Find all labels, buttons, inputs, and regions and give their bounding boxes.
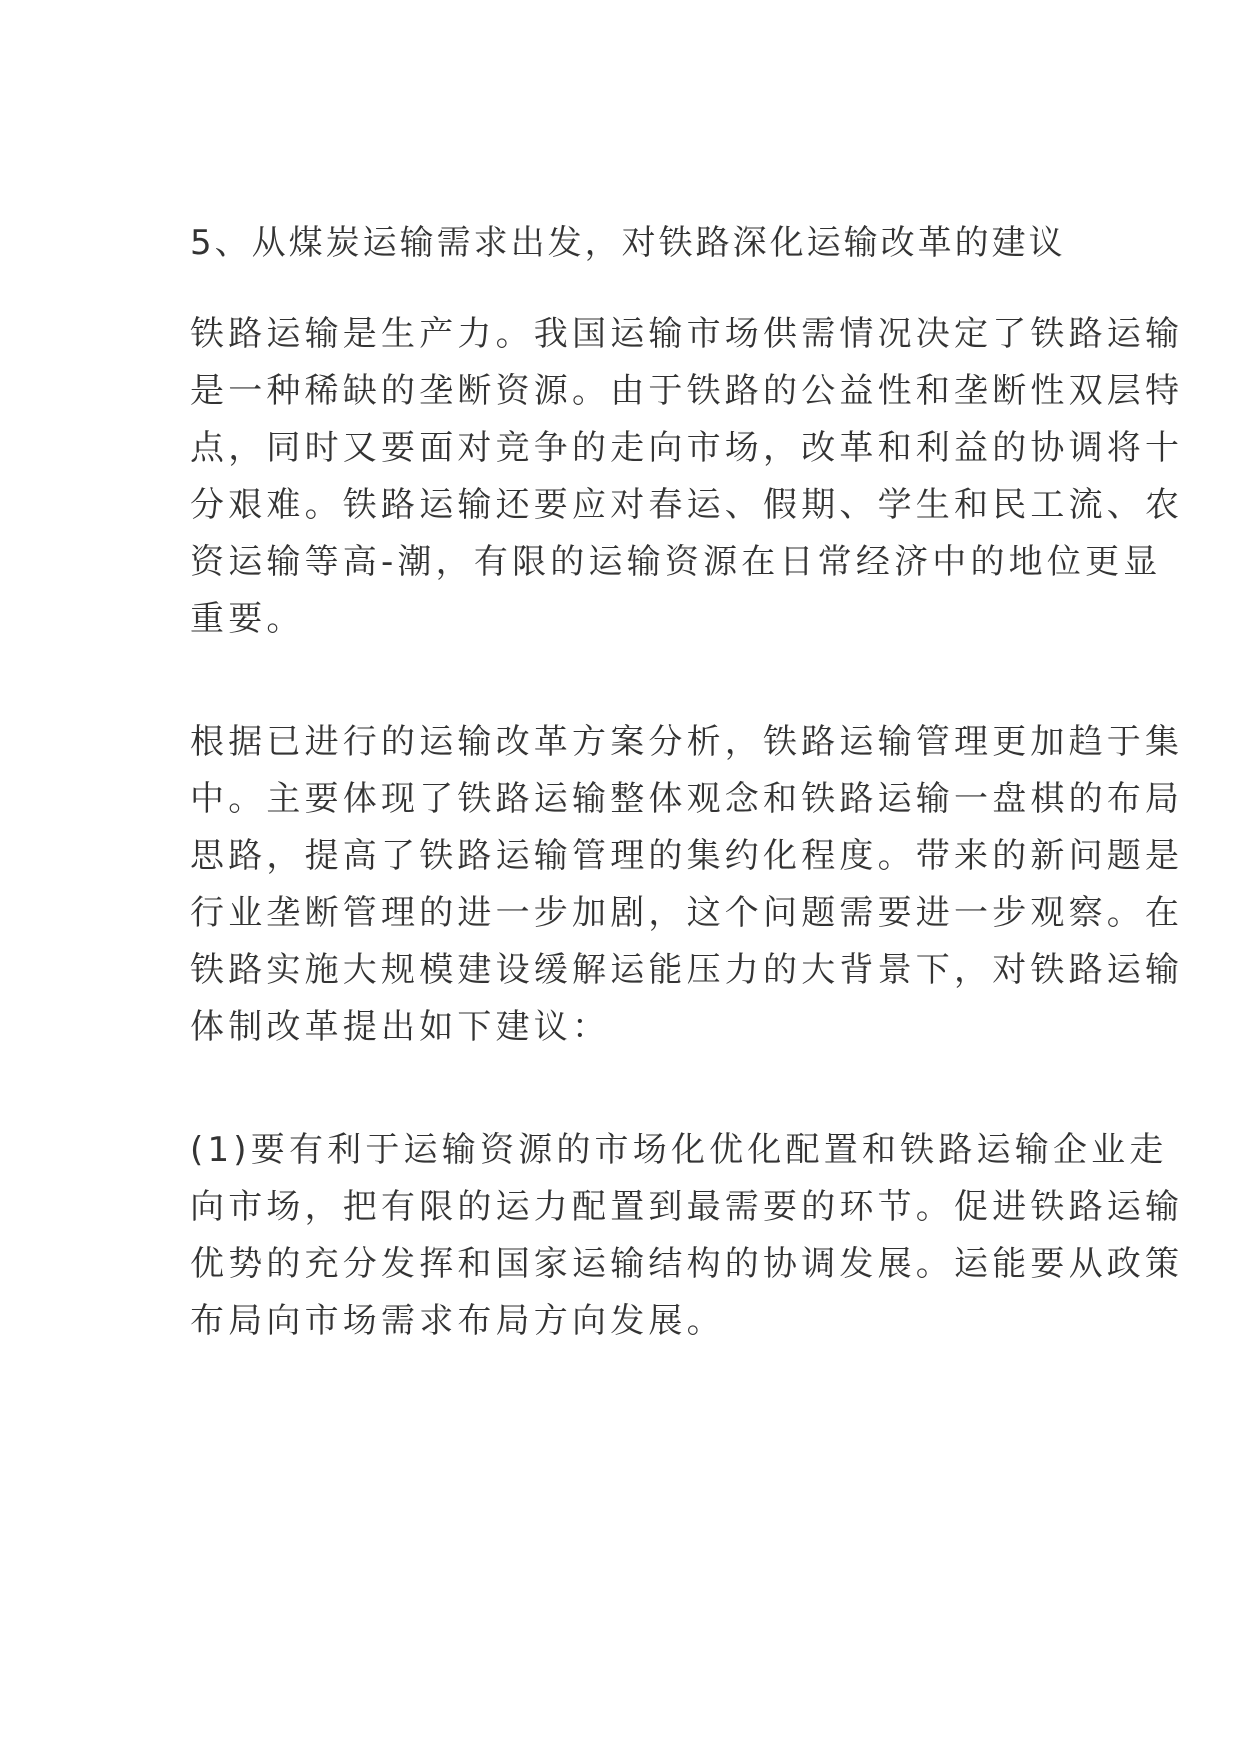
paragraph-line: 铁路运输是生产力。我国运输市场供需情况决定了铁路运输 bbox=[190, 314, 1184, 354]
paragraph-line: 是一种稀缺的垄断资源。由于铁路的公益性和垄断性双层特 bbox=[190, 371, 1184, 411]
paragraph-line: (1)要有利于运输资源的市场化优化配置和铁路运输企业走 bbox=[190, 1130, 1168, 1170]
paragraph-line: 体制改革提出如下建议： bbox=[190, 1007, 611, 1047]
paragraph-line: 向市场，把有限的运力配置到最需要的环节。促进铁路运输 bbox=[190, 1187, 1184, 1227]
paragraph-line: 行业垄断管理的进一步加剧，这个问题需要进一步观察。在 bbox=[190, 893, 1184, 933]
paragraph-line: 思路，提高了铁路运输管理的集约化程度。带来的新问题是 bbox=[190, 836, 1184, 876]
paragraph-line: 布局向市场需求布局方向发展。 bbox=[190, 1301, 725, 1341]
paragraph-line: 重要。 bbox=[190, 599, 305, 639]
paragraph-line: 资运输等高-潮，有限的运输资源在日常经济中的地位更显 bbox=[190, 542, 1162, 582]
section-heading: 5、从煤炭运输需求出发，对铁路深化运输改革的建议 bbox=[190, 223, 1066, 263]
paragraph-line: 中。主要体现了铁路运输整体观念和铁路运输一盘棋的布局 bbox=[190, 779, 1184, 819]
paragraph-line: 根据已进行的运输改革方案分析，铁路运输管理更加趋于集 bbox=[190, 722, 1184, 762]
paragraph-line: 优势的充分发挥和国家运输结构的协调发展。运能要从政策 bbox=[190, 1244, 1184, 1284]
paragraph-line: 分艰难。铁路运输还要应对春运、假期、学生和民工流、农 bbox=[190, 485, 1184, 525]
paragraph-line: 铁路实施大规模建设缓解运能压力的大背景下，对铁路运输 bbox=[190, 950, 1184, 990]
paragraph-line: 点，同时又要面对竞争的走向市场，改革和利益的协调将十 bbox=[190, 428, 1184, 468]
